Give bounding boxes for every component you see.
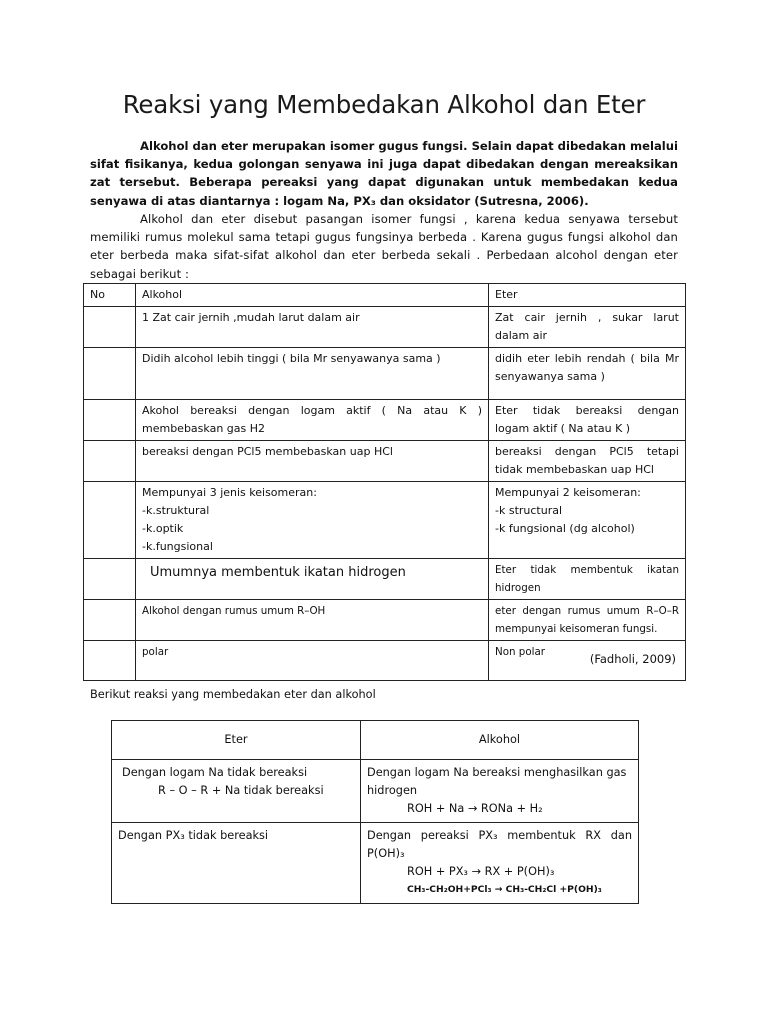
eter-px3-cell: [112, 823, 361, 904]
page-title: Reaksi yang Membedakan Alkohol dan Eter: [122, 90, 646, 119]
alkohol-px3-cell: [361, 823, 639, 904]
alkohol-na-text: Dengan logam Na bereaksi menghasilkan gas hidrogen: [367, 766, 627, 797]
row-alkohol: 1 Zat cair jernih ,mudah larut dalam air: [136, 307, 489, 348]
isomer-paragraph: [90, 210, 678, 283]
table-row: [84, 482, 686, 559]
row-no: [84, 559, 136, 600]
reaction-header-eter: Eter: [112, 721, 361, 760]
alkohol-isomer-line: Mempunyai 3 jenis keisomeran:: [142, 486, 317, 499]
table-row: [84, 307, 686, 348]
eter-isomer-line: -k fungsional (dg alcohol): [495, 522, 635, 535]
row-eter: didih eter lebih rendah ( bila Mr senyawanya sama ): [489, 348, 686, 400]
row-no: [84, 482, 136, 559]
table-header-row: [84, 284, 686, 307]
reaction-header-alkohol: Alkohol: [361, 721, 639, 760]
alkohol-px3-equation: ROH + PX₃ → RX + P(OH)₃: [407, 865, 555, 878]
row-alkohol: Didih alcohol lebih tinggi ( bila Mr senyawanya sama ): [136, 348, 489, 400]
row-no: [84, 441, 136, 482]
row-no: [84, 348, 136, 400]
row-no: [84, 641, 136, 681]
row-eter: Non polar: [489, 641, 686, 681]
row-alkohol: bereaksi dengan PCl5 membebaskan uap HCl: [136, 441, 489, 482]
table-row: [84, 600, 686, 641]
row-eter: Eter tidak bereaksi dengan logam aktif ( Na atau K ): [489, 400, 686, 441]
row-alkohol: polar: [136, 641, 489, 681]
table-row: [84, 441, 686, 482]
eter-isomer-line: Mempunyai 2 keisomeran:: [495, 486, 641, 499]
eter-na-cell: [112, 760, 361, 823]
row-eter: eter dengan rumus umum R–O–R mempunyai keisomeran fungsi.: [489, 600, 686, 641]
reaction-header-row: [112, 721, 639, 760]
reaction-table: [111, 720, 639, 904]
alkohol-isomer-line: -k.struktural: [142, 504, 210, 517]
table-row: [84, 400, 686, 441]
alkohol-px3-text: Dengan pereaksi PX₃ membentuk RX dan P(OH)₃: [367, 829, 632, 860]
table-row: [84, 559, 686, 600]
header-no: No: [84, 284, 136, 307]
header-eter: Eter: [489, 284, 686, 307]
row-eter: Zat cair jernih , sukar larut dalam air: [489, 307, 686, 348]
reaction-intro: Berikut reaksi yang membedakan eter dan alkohol: [90, 688, 376, 701]
row-alkohol: [136, 482, 489, 559]
row-alkohol: Alkohol dengan rumus umum R–OH: [136, 600, 489, 641]
comparison-table: [83, 283, 686, 681]
row-eter: Eter tidak membentuk ikatan hidrogen: [489, 559, 686, 600]
intro-paragraph-text: Alkohol dan eter merupakan isomer gugus fungsi. Selain dapat dibedakan melalui sifat fisikanya, kedua golongan senyawa ini juga dapat dibedakan dengan mereaksikan zat tersebut. Beberapa pereaksi yang dapat digunakan untuk membedakan kedua senyawa di atas diantarnya : logam Na, PX₃ dan oksidator (Sutresna, 2006).: [90, 139, 679, 208]
eter-na-equation: R – O – R + Na tidak bereaksi: [158, 784, 324, 797]
header-alkohol: Alkohol: [136, 284, 489, 307]
row-eter: [489, 482, 686, 559]
eter-isomer-line: -k structural: [495, 504, 563, 517]
reaction-row-na: [112, 760, 639, 823]
citation: (Fadholi, 2009): [589, 652, 676, 666]
alkohol-pcl3-equation: CH₃-CH₂OH+PCl₃ → CH₃-CH₂Cl +P(OH)₃: [407, 884, 602, 895]
intro-paragraph: [90, 137, 678, 210]
reaction-row-px3: [112, 823, 639, 904]
row-alkohol: Umumnya membentuk ikatan hidrogen: [136, 559, 489, 600]
row-no: [84, 400, 136, 441]
row-no: [84, 307, 136, 348]
alkohol-isomer-line: -k.optik: [142, 522, 184, 535]
row-eter: bereaksi dengan PCl5 tetapi tidak membebaskan uap HCl: [489, 441, 686, 482]
row-alkohol: Akohol bereaksi dengan logam aktif ( Na atau K ) membebaskan gas H2: [136, 400, 489, 441]
eter-na-text: Dengan logam Na tidak bereaksi: [122, 766, 308, 779]
alkohol-isomer-line: -k.fungsional: [142, 540, 213, 553]
table-row: [84, 348, 686, 400]
row-no: [84, 600, 136, 641]
isomer-paragraph-text: Alkohol dan eter disebut pasangan isomer fungsi , karena kedua senyawa tersebut memiliki rumus molekul sama tetapi gugus fungsinya berbeda . Karena gugus fungsi alkohol dan eter berbeda maka sifat-sifat alkohol dan eter berbeda sekali . Perbedaan alcohol dengan eter sebagai berikut :: [90, 212, 678, 281]
eter-px3-text: Dengan PX₃ tidak bereaksi: [118, 829, 269, 842]
alkohol-na-cell: [361, 760, 639, 823]
alkohol-na-equation: ROH + Na → RONa + H₂: [407, 802, 543, 815]
